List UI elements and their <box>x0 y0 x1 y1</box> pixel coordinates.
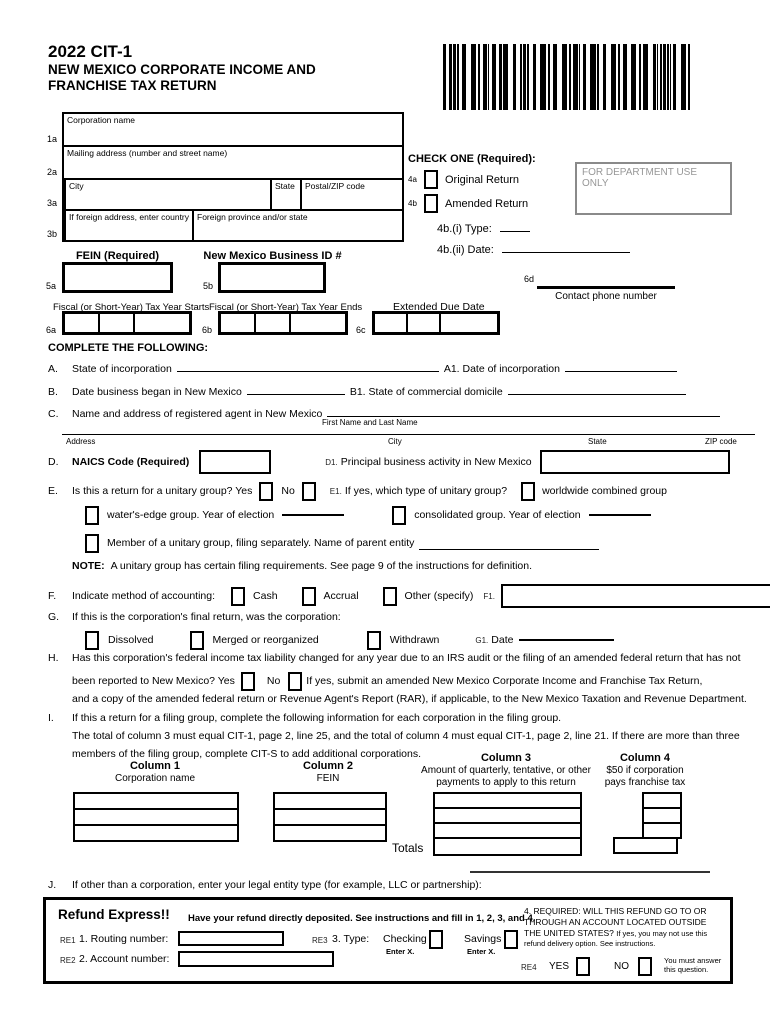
column2-header: Column 2 FEIN <box>302 760 354 785</box>
account-number-label: 2. Account number: <box>79 953 170 965</box>
nm-business-id-input-box[interactable] <box>218 262 326 293</box>
tax-year-ends-input[interactable] <box>218 311 348 335</box>
unitary-yes-checkbox[interactable] <box>259 482 273 501</box>
routing-number-input[interactable] <box>178 931 284 946</box>
item-b-row: B. Date business began in New Mexico B1. State of commercial domicile <box>48 382 691 398</box>
re4-yes-checkbox[interactable] <box>576 957 590 976</box>
tax-year-starts-input[interactable] <box>62 311 192 335</box>
state-sublabel: State <box>588 437 607 446</box>
item-h-row3: and a copy of the amended federal return or Revenue Agent's Report (RAR), if applicable, to the New Mexico Taxation and Revenue Department. <box>72 693 747 705</box>
check-one-heading: CHECK ONE (Required): <box>408 153 536 165</box>
amended-return-checkbox[interactable] <box>424 194 438 213</box>
cash-checkbox[interactable] <box>231 587 245 606</box>
re4-no-checkbox[interactable] <box>638 957 652 976</box>
federal-change-yes-checkbox[interactable] <box>241 672 255 691</box>
accrual-checkbox[interactable] <box>302 587 316 606</box>
city-state-zip-row <box>47 178 402 209</box>
column1-header: Column 1 Corporation name <box>114 760 196 785</box>
item-f-row: F. Indicate method of accounting: Cash Accrual Other (specify) F1. <box>48 582 770 610</box>
item-a-row: A. State of incorporation A1. Date of incorporation <box>48 359 682 375</box>
fein-input-box[interactable] <box>62 262 173 293</box>
column2-table <box>273 792 387 842</box>
unitary-note: NOTE: A unitary group has certain filing requirements. See page 9 of the instructions for definition. <box>72 560 533 572</box>
barcode <box>443 44 691 110</box>
item-e-row: E. Is this a return for a unitary group? Yes No E1. If yes, which type of unitary group? worldwide combined group <box>48 481 667 501</box>
form-title-line1: NEW MEXICO CORPORATE INCOME AND <box>48 62 316 77</box>
field-num-6d: 6d <box>524 274 535 284</box>
re4-yes-label: YES <box>549 961 570 972</box>
fein-label: FEIN (Required) <box>75 250 160 262</box>
totals-label: Totals <box>392 841 424 855</box>
original-return-checkbox[interactable] <box>424 170 438 189</box>
column3-header: Column 3 Amount of quarterly, tentative, or other payments to apply to this return <box>421 752 591 789</box>
complete-following-heading: COMPLETE THE FOLLOWING: <box>48 342 209 354</box>
amended-type-blank[interactable] <box>500 219 530 232</box>
worldwide-checkbox[interactable] <box>521 482 535 501</box>
column3-table <box>433 792 582 856</box>
re4-no-label: NO <box>614 961 629 972</box>
date-cell[interactable] <box>439 314 497 332</box>
corp-name-cell[interactable] <box>75 808 237 824</box>
field-num-4b: 4b <box>408 199 417 208</box>
date-of-incorporation-blank[interactable] <box>565 359 677 372</box>
city-field[interactable]: City <box>64 180 270 209</box>
item-j-row: J. If other than a corporation, enter your legal entity type (for example, LLC or partnership): <box>48 879 482 891</box>
date-cell[interactable] <box>98 314 133 332</box>
contact-phone-line[interactable] <box>537 286 675 289</box>
form-title-block <box>48 42 316 95</box>
savings-label: Savings <box>464 933 502 945</box>
field-num-d1: D1. <box>325 457 338 467</box>
payment-cell[interactable] <box>435 807 580 822</box>
item-h-row1: H. Has this corporation's federal income tax liability changed for any year due to an IRS audit or the filing of an amended federal return that has not <box>48 652 741 664</box>
dissolved-checkbox[interactable] <box>85 631 99 650</box>
registered-agent-label: Name and address of registered agent in New Mexico <box>72 408 323 420</box>
payment-totals-cell[interactable] <box>435 837 580 854</box>
payment-cell[interactable] <box>435 822 580 837</box>
item-c-row: C. Name and address of registered agent in New Mexico <box>48 404 725 420</box>
date-cell[interactable] <box>133 314 189 332</box>
field-num-5b: 5b <box>203 281 214 291</box>
payment-cell[interactable] <box>435 794 580 807</box>
corporation-name-field[interactable] <box>47 114 402 145</box>
accrual-label: Accrual <box>323 590 359 602</box>
refund-express-title: Refund Express!! <box>58 907 170 922</box>
waters-edge-checkbox[interactable] <box>85 506 99 525</box>
column4-table <box>642 792 682 839</box>
mailing-address-label: Mailing address (number and street name) <box>67 148 228 158</box>
date-cell[interactable] <box>221 314 254 332</box>
item-e-row2 <box>85 505 651 525</box>
item-h-row2: been reported to New Mexico? Yes No If yes, submit an amended New Mexico Corporate Income and Franchise Tax Return, <box>72 671 702 691</box>
form-id: 2022 CIT-1 <box>48 42 133 61</box>
final-date-label: Date <box>491 634 514 646</box>
naics-code-input-box[interactable] <box>199 450 271 474</box>
first-last-name-sublabel: First Name and Last Name <box>322 418 418 427</box>
commercial-domicile-blank[interactable] <box>508 382 686 395</box>
member-separate-checkbox[interactable] <box>85 534 99 553</box>
withdrawn-checkbox[interactable] <box>367 631 381 650</box>
field-num-6a: 6a <box>46 325 57 335</box>
mailing-address-field[interactable] <box>47 145 402 178</box>
fein-cell[interactable] <box>275 794 385 808</box>
withdrawn-label: Withdrawn <box>389 634 440 646</box>
franchise-cell[interactable] <box>644 794 680 807</box>
other-checkbox[interactable] <box>383 587 397 606</box>
consolidated-checkbox[interactable] <box>392 506 406 525</box>
date-cell[interactable] <box>65 314 98 332</box>
item-i-row2: The total of column 3 must equal CIT-1, page 2, line 25, and the total of column 4 must equal CIT-1, page 2, line 21. If there are more than three <box>72 730 740 742</box>
state-of-incorporation-label: State of incorporation <box>72 363 172 375</box>
date-cell[interactable] <box>254 314 289 332</box>
column4-header: Column 4 $50 if corporation pays franchise tax <box>604 752 686 789</box>
registered-agent-name-blank[interactable] <box>327 404 720 417</box>
field-num-re2: RE2 <box>60 956 76 965</box>
extended-due-date-label: Extended Due Date <box>393 301 485 313</box>
other-specify-input-box[interactable] <box>501 584 770 608</box>
dissolved-label: Dissolved <box>108 634 154 646</box>
state-of-incorporation-blank[interactable] <box>177 359 439 372</box>
original-return-label: Original Return <box>445 173 519 186</box>
state-field[interactable]: State <box>270 180 300 209</box>
item-g-row2 <box>85 630 614 650</box>
amended-return-label: Amended Return <box>445 197 529 210</box>
unitary-group-question: Is this a return for a unitary group? Yes <box>72 485 253 497</box>
naics-code-label: NAICS Code (Required) <box>72 456 190 468</box>
parent-entity-blank[interactable] <box>419 537 599 550</box>
corporation-name-label: Corporation name <box>67 115 136 125</box>
field-num-4a: 4a <box>408 175 417 184</box>
foreign-province-field[interactable]: Foreign province and/or state <box>192 211 402 240</box>
franchise-cell[interactable] <box>644 822 680 837</box>
field-num-3b: 3b <box>47 229 58 239</box>
field-num-re3: RE3 <box>312 936 328 945</box>
date-business-began-label: Date business began in New Mexico <box>72 386 242 398</box>
date-business-began-blank[interactable] <box>247 382 345 395</box>
refund-express-box <box>43 897 733 984</box>
form-title-line2: FRANCHISE TAX RETURN <box>48 78 217 94</box>
final-date-blank[interactable] <box>519 639 614 642</box>
tax-year-starts-label: Fiscal (or Short-Year) Tax Year Starts <box>53 302 210 313</box>
item-i-row1: I. If this a return for a filing group, complete the following information for each corporation in the filing group. <box>48 712 562 724</box>
field-num-re1: RE1 <box>60 936 76 945</box>
item-g-row: G. If this is the corporation's final return, was the corporation: <box>48 611 341 623</box>
consolidated-label: consolidated group. Year of election <box>414 509 581 521</box>
merged-label: Merged or reorganized <box>212 634 319 646</box>
department-use-box <box>575 162 732 215</box>
department-use-label: FOR DEPARTMENT USE ONLY <box>582 167 698 189</box>
corp-name-cell[interactable] <box>75 824 237 840</box>
fein-cell[interactable] <box>275 808 385 824</box>
principal-activity-label: Principal business activity in New Mexico <box>340 456 532 468</box>
waters-edge-label: water's-edge group. Year of election <box>107 509 275 521</box>
must-answer-note: You must answer this question. <box>664 956 722 975</box>
agent-address-blank[interactable] <box>62 433 755 435</box>
amended-date-blank[interactable] <box>502 240 630 253</box>
contact-phone-label: Contact phone number <box>555 291 657 302</box>
unitary-no-checkbox[interactable] <box>302 482 316 501</box>
refund-express-subtitle: Have your refund directly deposited. See instructions and fill in 1, 2, 3, and 4. <box>188 913 536 924</box>
franchise-totals-box[interactable] <box>613 837 678 854</box>
column1-table <box>73 792 239 842</box>
extended-due-date-input[interactable] <box>372 311 500 335</box>
other-label: Other (specify) <box>404 590 474 602</box>
amended-date-label: 4b.(ii) Date: <box>437 244 494 256</box>
amended-type-label: 4b.(i) Type: <box>437 223 492 235</box>
worldwide-label: worldwide combined group <box>542 485 667 497</box>
field-num-5a: 5a <box>46 281 57 291</box>
item-i-row3: members of the filing group, complete CIT-S to add additional corporations. <box>72 748 422 760</box>
entity-type-blank-line[interactable] <box>470 871 710 873</box>
cash-label: Cash <box>253 590 278 602</box>
date-cell[interactable] <box>289 314 345 332</box>
consolidated-year-blank[interactable] <box>589 514 651 517</box>
city-sublabel: City <box>388 437 402 446</box>
fein-cell[interactable] <box>275 824 385 840</box>
amended-date-row <box>437 240 635 256</box>
zip-field[interactable]: Postal/ZIP code <box>300 180 402 209</box>
routing-number-label: 1. Routing number: <box>79 933 169 945</box>
franchise-cell[interactable] <box>644 807 680 822</box>
amended-type-row <box>437 219 635 235</box>
date-cell[interactable] <box>406 314 439 332</box>
field-num-6b: 6b <box>202 325 213 335</box>
item-d-row: D. NAICS Code (Required) D1. Principal business activity in New Mexico <box>48 448 730 476</box>
field-num-1a: 1a <box>47 134 58 144</box>
address-sublabel: Address <box>66 437 96 446</box>
unitary-type-question: If yes, which type of unitary group? <box>344 485 508 497</box>
field-num-6c: 6c <box>356 325 366 335</box>
zip-sublabel: ZIP code <box>705 437 737 446</box>
savings-enter-x: Enter X. <box>467 947 496 956</box>
field-num-e1: E1. <box>329 486 342 496</box>
date-cell[interactable] <box>375 314 406 332</box>
federal-change-no-checkbox[interactable] <box>288 672 302 691</box>
account-number-input[interactable] <box>178 951 334 967</box>
field-num-2a: 2a <box>47 167 58 177</box>
corp-name-cell[interactable] <box>75 794 237 808</box>
unitary-no-label: No <box>281 485 295 497</box>
date-of-incorporation-label: A1. Date of incorporation <box>443 363 560 375</box>
commercial-domicile-label: B1. State of commercial domicile <box>349 386 503 398</box>
address-block <box>47 112 404 242</box>
field-num-g1: G1. <box>475 635 489 645</box>
checking-checkbox[interactable] <box>429 930 443 949</box>
savings-checkbox[interactable] <box>504 930 518 949</box>
tax-year-ends-label: Fiscal (or Short-Year) Tax Year Ends <box>209 302 363 313</box>
principal-activity-input-box[interactable] <box>540 450 730 474</box>
outside-us-question: 4. REQUIRED: WILL THIS REFUND GO TO OR THROUGH AN ACCOUNT LOCATED OUTSIDE THE UNITED STATES? If yes, you may not use this refund delivery option. See instructions. <box>524 906 708 949</box>
waters-edge-year-blank[interactable] <box>282 514 344 517</box>
checking-enter-x: Enter X. <box>386 947 415 956</box>
field-num-re4: RE4 <box>521 963 537 972</box>
foreign-country-field[interactable]: If foreign address, enter country <box>64 211 192 240</box>
item-e-row3 <box>85 533 604 553</box>
field-num-3a: 3a <box>47 198 58 208</box>
checking-label: Checking <box>383 933 427 945</box>
final-return-question: If this is the corporation's final return, was the corporation: <box>72 611 341 623</box>
accounting-method-label: Indicate method of accounting: <box>72 590 216 602</box>
merged-checkbox[interactable] <box>190 631 204 650</box>
member-separate-label: Member of a unitary group, filing separately. Name of parent entity <box>107 537 415 549</box>
nm-business-id-label: New Mexico Business ID # <box>203 250 342 262</box>
field-num-f1: F1. <box>483 591 495 601</box>
foreign-address-row <box>47 209 402 240</box>
account-type-label: 3. Type: <box>332 933 370 945</box>
